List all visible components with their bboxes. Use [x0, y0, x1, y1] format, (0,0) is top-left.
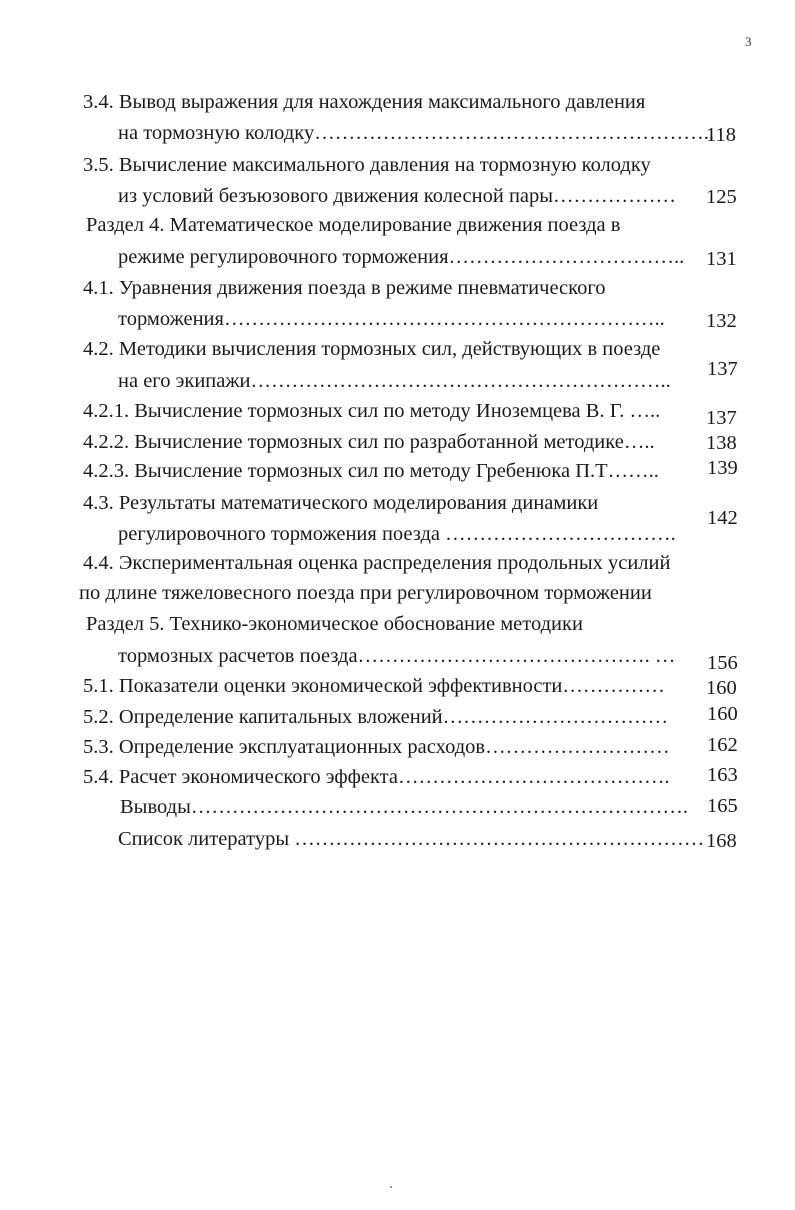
toc-section-4-title: Раздел 4. Математическое моделирование движения поезда в — [86, 214, 621, 236]
toc-entry-3-5-continuation: из условий безъюзового движения колесной пары……………… — [118, 185, 677, 207]
toc-entry-5-4-title: 5.4. Расчет экономического эффекта…………………………………. — [83, 766, 670, 788]
toc-entry-3-5-page: 125 — [706, 186, 737, 208]
toc-entry-4-2-1-page: 137 — [706, 407, 737, 429]
toc-conclusions-title: Выводы………………………………………………………………. — [120, 796, 688, 818]
toc-entry-5-1-title: 5.1. Показатели оценки экономической эффективности…………… — [83, 675, 665, 697]
toc-entry-5-2-page: 160 — [707, 703, 738, 725]
toc-entry-5-4-page: 163 — [707, 764, 738, 786]
toc-entry-4-1-continuation: торможения……………………………………………………….. — [118, 308, 665, 330]
toc-entry-4-2-3-page: 139 — [707, 457, 738, 479]
toc-entry-3-4-continuation: на тормозную колодку………………………………………………….. — [118, 122, 714, 144]
toc-references-title: Список литературы …………………………………………………… — [118, 828, 705, 850]
toc-entry-5-3-title: 5.3. Определение эксплуатационных расходов……………………… — [83, 736, 670, 758]
toc-entry-5-3-page: 162 — [707, 734, 738, 756]
toc-section-5-continuation: тормозных расчетов поезда……………………………………. … — [118, 645, 676, 667]
toc-references-page: 168 — [706, 830, 737, 852]
toc-entry-4-2-2-page: 138 — [706, 432, 737, 454]
toc-section-5-title: Раздел 5. Технико-экономическое обоснование методики — [86, 613, 583, 635]
toc-entry-3-4-page: 118 — [706, 124, 736, 146]
toc-section-4-continuation: режиме регулировочного торможения…………………………….. — [118, 246, 685, 268]
toc-entry-4-2-page: 137 — [707, 358, 738, 380]
scan-speck — [390, 1186, 392, 1188]
toc-entry-4-2-1-title: 4.2.1. Вычисление тормозных сил по методу Иноземцева В. Г. ….. — [83, 400, 661, 422]
toc-entry-4-2-title: 4.2. Методики вычисления тормозных сил, действующих в поезде — [83, 338, 661, 360]
toc-entry-4-1-title: 4.1. Уравнения движения поезда в режиме пневматического — [83, 277, 606, 299]
toc-entry-4-3-title: 4.3. Результаты математического моделирования динамики — [83, 492, 599, 514]
toc-entry-4-4-continuation: по длине тяжеловесного поезда при регулировочном торможении — [79, 582, 652, 604]
toc-entry-3-4-title: 3.4. Вывод выражения для нахождения максимального давления — [83, 91, 646, 113]
toc-entry-4-3-continuation: регулировочного торможения поезда ……………………………. — [118, 523, 676, 545]
page-number: 3 — [745, 34, 752, 49]
toc-entry-4-2-continuation: на его экипажи…………………………………………………….. — [118, 370, 671, 392]
toc-section-5-page: 156 — [707, 652, 738, 674]
toc-entry-4-2-3-title: 4.2.3. Вычисление тормозных сил по методу Гребенюка П.Т…….. — [83, 460, 659, 482]
toc-entry-4-1-page: 132 — [706, 310, 737, 332]
toc-entry-5-2-title: 5.2. Определение капитальных вложений…………………………… — [83, 706, 669, 728]
toc-conclusions-page: 165 — [707, 795, 738, 817]
toc-entry-4-2-2-title: 4.2.2. Вычисление тормозных сил по разработанной методике….. — [83, 431, 655, 453]
toc-entry-4-3-page: 142 — [707, 507, 738, 529]
toc-section-4-page: 131 — [706, 248, 737, 270]
toc-entry-4-4-title: 4.4. Экспериментальная оценка распределения продольных усилий — [83, 552, 671, 574]
toc-entry-5-1-page: 160 — [706, 677, 737, 699]
toc-entry-3-5-title: 3.5. Вычисление максимального давления на тормозную колодку — [83, 154, 651, 176]
